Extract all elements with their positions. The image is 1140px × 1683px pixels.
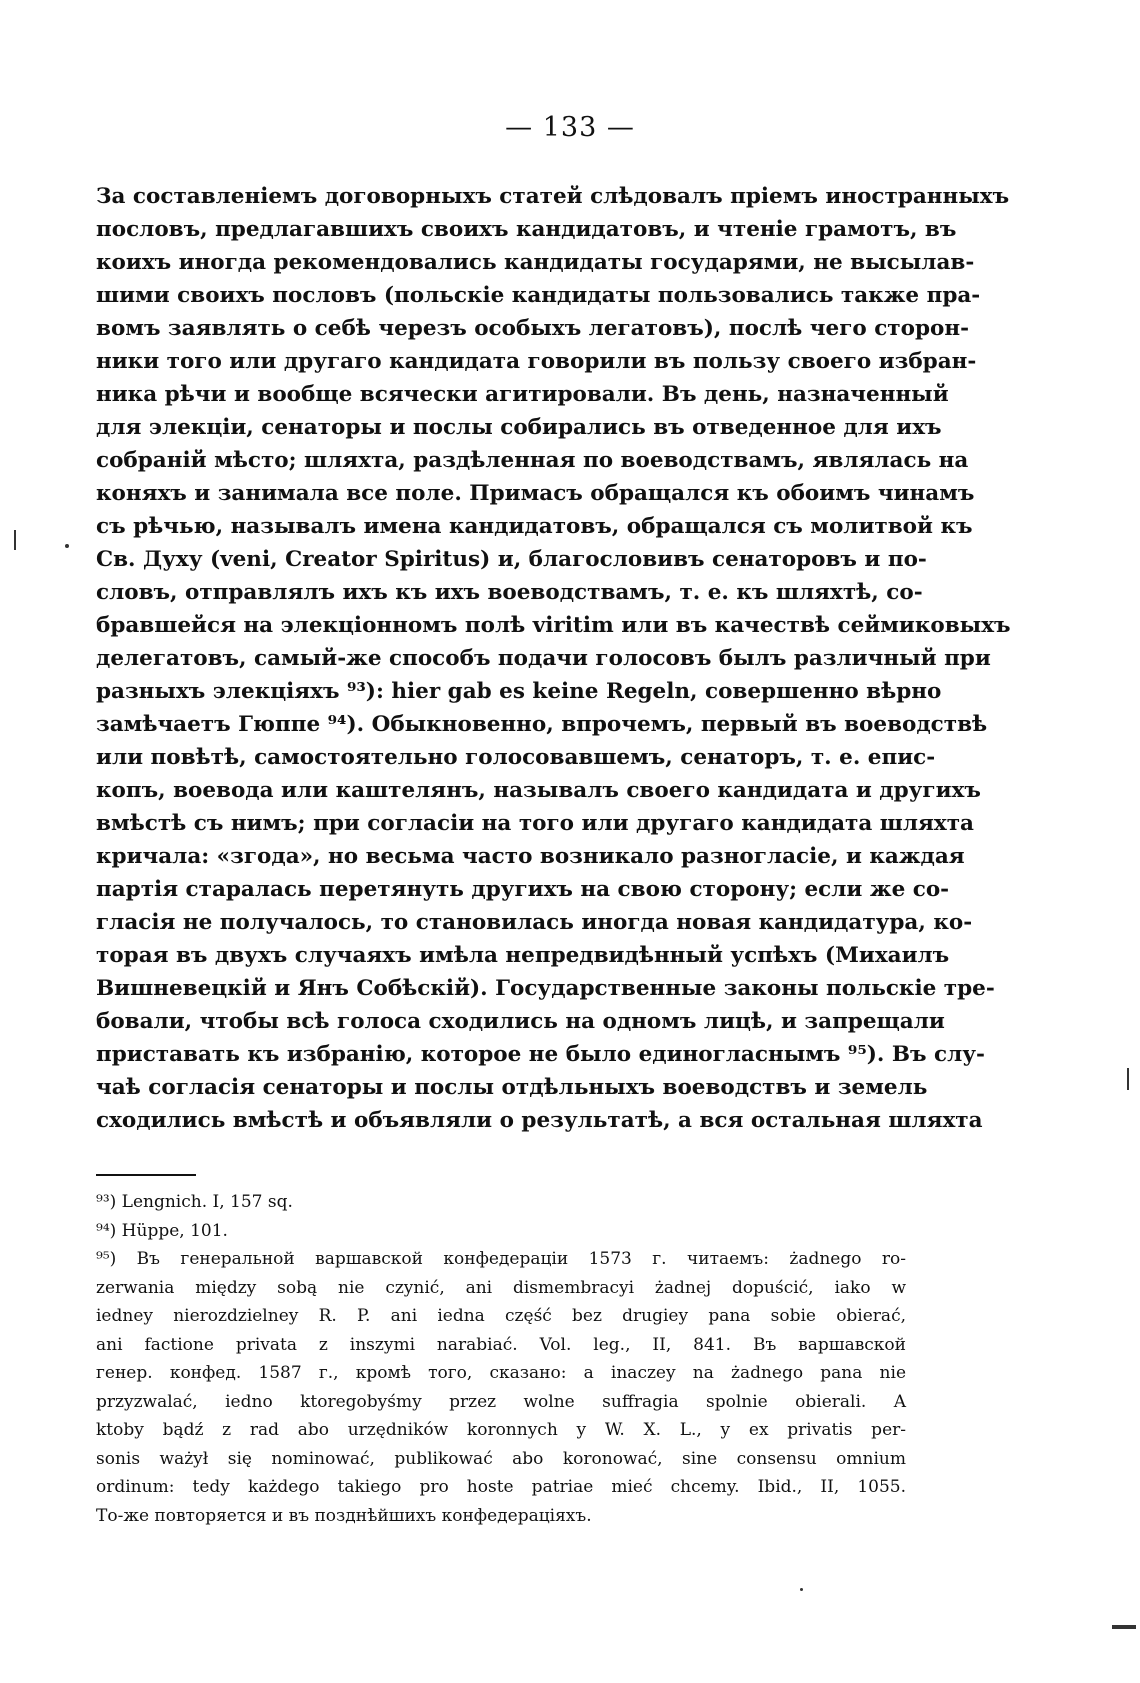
body-line: собраній мѣсто; шляхта, раздѣленная по воеводствамъ, являлась на — [96, 448, 969, 473]
footnote-94: ⁹⁴) Hüppe, 101. — [96, 1220, 228, 1241]
body-line: пословъ, предлагавшихъ своихъ кандидатовъ, и чтеніе грамотъ, въ — [96, 217, 957, 242]
body-line: Св. Духу (veni, Creator Spiritus) и, благословивъ сенаторовъ и по- — [96, 547, 927, 572]
body-line: вомъ заявлять о себѣ черезъ особыхъ легатовъ), послѣ чего сторон- — [96, 316, 969, 341]
footnote-95: ⁹⁵) Въ генеральной варшавской конфедераціи 1573 г. читаемъ: żadnego ro- — [96, 1249, 906, 1269]
body-line: сходились вмѣстѣ и объявляли о результатѣ, а вся остальная шляхта — [96, 1108, 983, 1133]
footnote-divider — [96, 1174, 196, 1176]
body-line: съ рѣчью, называлъ имена кандидатовъ, обращался съ молитвой къ — [96, 514, 973, 539]
body-line: чаѣ согласія сенаторы и послы отдѣльныхъ воеводствъ и земель — [96, 1075, 928, 1100]
body-line: кричала: «згода», но весьма часто возникало разногласіе, и каждая — [96, 844, 965, 869]
footnote-line: ani factione privata z inszymi narabiać. Vol. leg., II, 841. Въ варшавской — [96, 1334, 906, 1355]
margin-tick-right — [1127, 1068, 1129, 1090]
body-line: разныхъ элекціяхъ ⁹³): hier gab es keine Regeln, совершенно вѣрно — [96, 679, 942, 704]
margin-tick-left — [14, 530, 16, 550]
body-line: бовали, чтобы всѣ голоса сходились на одномъ лицѣ, и запрещали — [96, 1009, 945, 1034]
footnotes — [96, 1188, 906, 1530]
margin-dot-right — [800, 1588, 803, 1591]
footnote-93: ⁹³) Lengnich. I, 157 sq. — [96, 1192, 293, 1212]
footnote-line: iedney nierozdzielney R. P. ani iedna część bez drugiey pana sobie obierać, — [96, 1306, 906, 1326]
body-line: гласія не получалось, то становилась иногда новая кандидатура, ко- — [96, 910, 973, 935]
body-line: торая въ двухъ случаяхъ имѣла непредвидѣнный успѣхъ (Михаилъ — [96, 943, 950, 968]
body-line: бравшейся на элекціонномъ полѣ viritim или въ качествѣ сеймиковыхъ — [96, 613, 1011, 638]
margin-dot-left — [65, 544, 69, 548]
footnote-line: przyzwalać, iedno ktoregobyśmy przez wolne suffragia spolnie obierali. A — [96, 1391, 906, 1412]
body-line: замѣчаетъ Гюппе ⁹⁴). Обыкновенно, впрочемъ, первый въ воеводствѣ — [96, 712, 988, 737]
body-line: приставать къ избранію, которое не было единогласнымъ ⁹⁵). Въ слу- — [96, 1042, 985, 1067]
margin-dash-right — [1112, 1625, 1136, 1629]
footnote-line: То-же повторяется и въ позднѣйшихъ конфедераціяхъ. — [96, 1505, 592, 1526]
body-line: ника рѣчи и вообще всячески агитировали. Въ день, назначенный — [96, 382, 949, 407]
footnote-line: ordinum: tedy każdego takiego pro hoste patriae mieć chcemy. Ibid., II, 1055. — [96, 1477, 906, 1497]
page-number: — 133 — — [505, 112, 635, 143]
body-line: делегатовъ, самый-же способъ подачи голосовъ былъ различный при — [96, 646, 991, 671]
body-line: коихъ иногда рекомендовались кандидаты государями, не высылав- — [96, 250, 975, 275]
body-line: словъ, отправлялъ ихъ къ ихъ воеводствамъ, т. е. къ шляхтѣ, со- — [96, 580, 923, 605]
body-line: партія старалась перетянуть другихъ на свою сторону; если же со- — [96, 877, 950, 902]
body-line: для элекціи, сенаторы и послы собирались въ отведенное для ихъ — [96, 415, 942, 440]
body-line: вмѣстѣ съ нимъ; при согласіи на того или другаго кандидата шляхта — [96, 811, 974, 836]
footnote-line: zerwania między sobą nie czynić, ani dismembracyi żadnej dopuścić, iako w — [96, 1277, 906, 1298]
body-line: Вишневецкій и Янъ Собѣскій). Государственные законы польскіе тре- — [96, 976, 995, 1001]
body-line: копъ, воевода или каштелянъ, называлъ своего кандидата и другихъ — [96, 778, 981, 803]
body-line: За составленіемъ договорныхъ статей слѣдовалъ пріемъ иностранныхъ — [96, 184, 1010, 209]
body-line: шими своихъ пословъ (польскіе кандидаты пользовались также пра- — [96, 283, 981, 308]
footnote-line: генер. конфед. 1587 г., кромѣ того, сказано: a inaczey na żadnego pana nie — [96, 1363, 906, 1383]
footnote-line: sonis ważył się nominować, publikować abo koronować, sine consensu omnium — [96, 1448, 906, 1469]
footnote-line: ktoby bądź z rad abo urzędników koronnych y W. X. L., y ex privatis per- — [96, 1420, 906, 1440]
body-line: ники того или другаго кандидата говорили въ пользу своего избран- — [96, 349, 977, 374]
body-line: коняхъ и занимала все поле. Примасъ обращался къ обоимъ чинамъ — [96, 481, 975, 506]
body-line: или повѣтѣ, самостоятельно голосовавшемъ, сенаторъ, т. е. епис- — [96, 745, 936, 770]
body-text — [96, 180, 1011, 1137]
